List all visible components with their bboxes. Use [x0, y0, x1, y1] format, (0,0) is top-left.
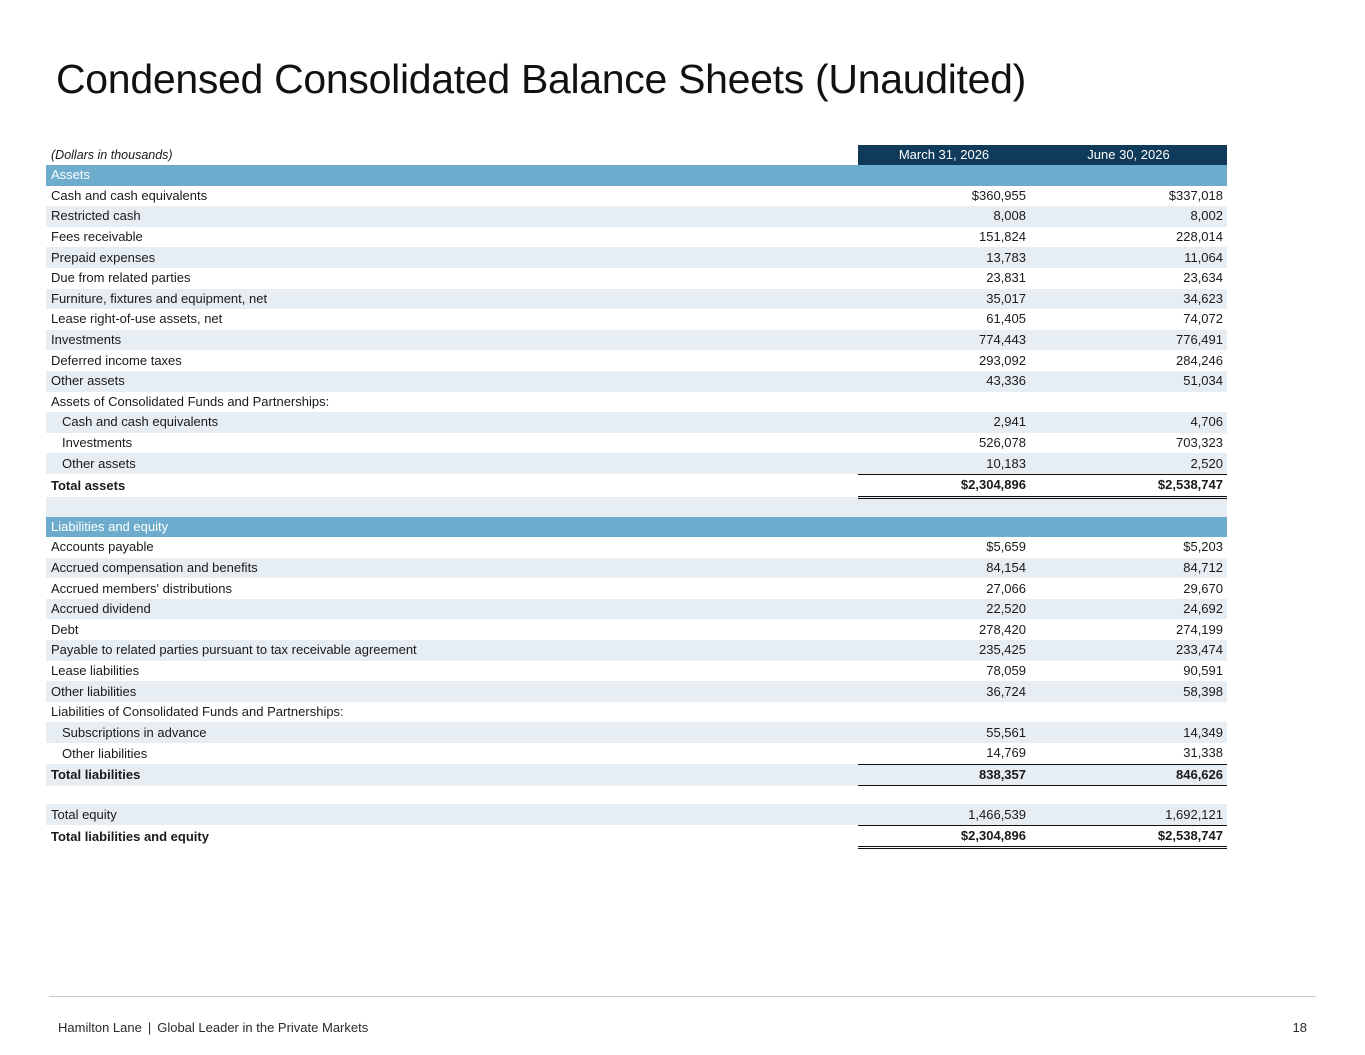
value-june	[1030, 497, 1227, 517]
value-june: 14,349	[1030, 722, 1227, 743]
value-march	[858, 392, 1030, 413]
value-june: 51,034	[1030, 371, 1227, 392]
value-march: 774,443	[858, 330, 1030, 351]
value-march: 35,017	[858, 289, 1030, 310]
row-label	[46, 786, 858, 805]
value-march: 14,769	[858, 743, 1030, 764]
value-march: 22,520	[858, 599, 1030, 620]
balance-sheet-table-container	[46, 145, 1227, 849]
value-june: 846,626	[1030, 764, 1227, 786]
value-march: 36,724	[858, 681, 1030, 702]
total-label: Total liabilities and equity	[46, 825, 858, 848]
units-label: (Dollars in thousands)	[51, 148, 173, 162]
value-june: 8,002	[1030, 206, 1227, 227]
value-june: 23,634	[1030, 268, 1227, 289]
row-label: Accrued members' distributions	[46, 578, 858, 599]
total-label: Total liabilities	[46, 764, 858, 786]
row-label: Accrued compensation and benefits	[46, 558, 858, 579]
subsection-label-row	[46, 702, 1227, 723]
page-number: 18	[1292, 1020, 1307, 1035]
row-label: Accounts payable	[46, 537, 858, 558]
value-march: $2,304,896	[858, 474, 1030, 497]
column-header-june: June 30, 2026	[1030, 145, 1227, 165]
value-june: $2,538,747	[1030, 825, 1227, 848]
value-march: $360,955	[858, 186, 1030, 207]
value-june: 228,014	[1030, 227, 1227, 248]
value-june	[1030, 702, 1227, 723]
table-header-row	[46, 145, 1227, 165]
value-june: 29,670	[1030, 578, 1227, 599]
row-label: Investments	[46, 330, 858, 351]
table-row	[46, 412, 1227, 433]
value-june	[1030, 392, 1227, 413]
value-march: 8,008	[858, 206, 1030, 227]
section-heading: Assets	[46, 165, 858, 186]
row-label: Other assets	[46, 453, 858, 474]
footer-divider	[49, 996, 1316, 997]
row-label: Furniture, fixtures and equipment, net	[46, 289, 858, 310]
value-march: 235,425	[858, 640, 1030, 661]
table-row	[46, 371, 1227, 392]
row-label: Due from related parties	[46, 268, 858, 289]
table-row	[46, 558, 1227, 579]
row-label: Total equity	[46, 804, 858, 825]
value-march: 27,066	[858, 578, 1030, 599]
table-row	[46, 186, 1227, 207]
row-label: Prepaid expenses	[46, 247, 858, 268]
value-march	[858, 517, 1030, 538]
row-label: Deferred income taxes	[46, 350, 858, 371]
value-june: 1,692,121	[1030, 804, 1227, 825]
row-label: Investments	[46, 433, 858, 454]
row-label: Fees receivable	[46, 227, 858, 248]
value-june	[1030, 517, 1227, 538]
row-label: Other assets	[46, 371, 858, 392]
value-june: $2,538,747	[1030, 474, 1227, 497]
value-june: 2,520	[1030, 453, 1227, 474]
value-june: $5,203	[1030, 537, 1227, 558]
row-label: Payable to related parties pursuant to tax receivable agreement	[46, 640, 858, 661]
table-row	[46, 743, 1227, 764]
total-liabilities-and-equity-row	[46, 825, 1227, 848]
value-june: 58,398	[1030, 681, 1227, 702]
table-row	[46, 619, 1227, 640]
row-label: Restricted cash	[46, 206, 858, 227]
table-row	[46, 537, 1227, 558]
value-march: 78,059	[858, 661, 1030, 682]
table-row	[46, 681, 1227, 702]
total-equity-row	[46, 804, 1227, 825]
value-march: 151,824	[858, 227, 1030, 248]
row-label: Debt	[46, 619, 858, 640]
value-march: 1,466,539	[858, 804, 1030, 825]
row-label: Subscriptions in advance	[46, 722, 858, 743]
table-row	[46, 661, 1227, 682]
table-row	[46, 640, 1227, 661]
value-march: 61,405	[858, 309, 1030, 330]
spacer-row	[46, 497, 1227, 517]
value-march: 13,783	[858, 247, 1030, 268]
row-label: Lease right-of-use assets, net	[46, 309, 858, 330]
value-march: 278,420	[858, 619, 1030, 640]
table-row	[46, 289, 1227, 310]
subsection-label: Assets of Consolidated Funds and Partnerships:	[46, 392, 858, 413]
row-label: Lease liabilities	[46, 661, 858, 682]
value-june: $337,018	[1030, 186, 1227, 207]
value-june: 84,712	[1030, 558, 1227, 579]
value-june: 90,591	[1030, 661, 1227, 682]
value-june: 776,491	[1030, 330, 1227, 351]
total-liabilities-row	[46, 764, 1227, 786]
value-march	[858, 165, 1030, 186]
row-label: Cash and cash equivalents	[46, 186, 858, 207]
value-march: 43,336	[858, 371, 1030, 392]
table-row	[46, 268, 1227, 289]
value-june	[1030, 165, 1227, 186]
value-march: 838,357	[858, 764, 1030, 786]
column-header-march: March 31, 2026	[858, 145, 1030, 165]
value-june: 31,338	[1030, 743, 1227, 764]
value-june: 74,072	[1030, 309, 1227, 330]
footer-tagline: Global Leader in the Private Markets	[157, 1020, 369, 1035]
table-row	[46, 599, 1227, 620]
value-march: 10,183	[858, 453, 1030, 474]
table-row	[46, 433, 1227, 454]
value-march: 526,078	[858, 433, 1030, 454]
table-row	[46, 309, 1227, 330]
subsection-label: Liabilities of Consolidated Funds and Partnerships:	[46, 702, 858, 723]
table-row	[46, 722, 1227, 743]
table-row	[46, 330, 1227, 351]
value-june: 703,323	[1030, 433, 1227, 454]
value-june: 284,246	[1030, 350, 1227, 371]
value-march: 2,941	[858, 412, 1030, 433]
value-march: 84,154	[858, 558, 1030, 579]
value-june: 34,623	[1030, 289, 1227, 310]
section-heading: Liabilities and equity	[46, 517, 858, 538]
value-march	[858, 786, 1030, 805]
footer-branding	[58, 1020, 368, 1035]
total-assets-row	[46, 474, 1227, 497]
value-march	[858, 702, 1030, 723]
row-label: Other liabilities	[46, 681, 858, 702]
row-label: Accrued dividend	[46, 599, 858, 620]
subsection-label-row	[46, 392, 1227, 413]
table-row	[46, 453, 1227, 474]
table-row	[46, 350, 1227, 371]
value-march	[858, 497, 1030, 517]
value-june: 24,692	[1030, 599, 1227, 620]
value-june: 233,474	[1030, 640, 1227, 661]
value-june: 11,064	[1030, 247, 1227, 268]
row-label: Other liabilities	[46, 743, 858, 764]
table-row	[46, 206, 1227, 227]
value-march: 23,831	[858, 268, 1030, 289]
value-march: 55,561	[858, 722, 1030, 743]
table-row	[46, 227, 1227, 248]
section-heading-liabilities	[46, 517, 1227, 538]
balance-sheet-table	[46, 145, 1227, 849]
value-june: 274,199	[1030, 619, 1227, 640]
table-row	[46, 247, 1227, 268]
value-march: 293,092	[858, 350, 1030, 371]
footer-separator: |	[147, 1020, 152, 1035]
value-june	[1030, 786, 1227, 805]
value-march: $2,304,896	[858, 825, 1030, 848]
row-label	[46, 497, 858, 517]
spacer-row	[46, 786, 1227, 805]
page-title: Condensed Consolidated Balance Sheets (Unaudited)	[56, 56, 1026, 102]
table-row	[46, 578, 1227, 599]
value-june: 4,706	[1030, 412, 1227, 433]
value-march: $5,659	[858, 537, 1030, 558]
total-label: Total assets	[46, 474, 858, 497]
footer-company: Hamilton Lane	[58, 1020, 142, 1035]
row-label: Cash and cash equivalents	[46, 412, 858, 433]
section-heading-assets	[46, 165, 1227, 186]
